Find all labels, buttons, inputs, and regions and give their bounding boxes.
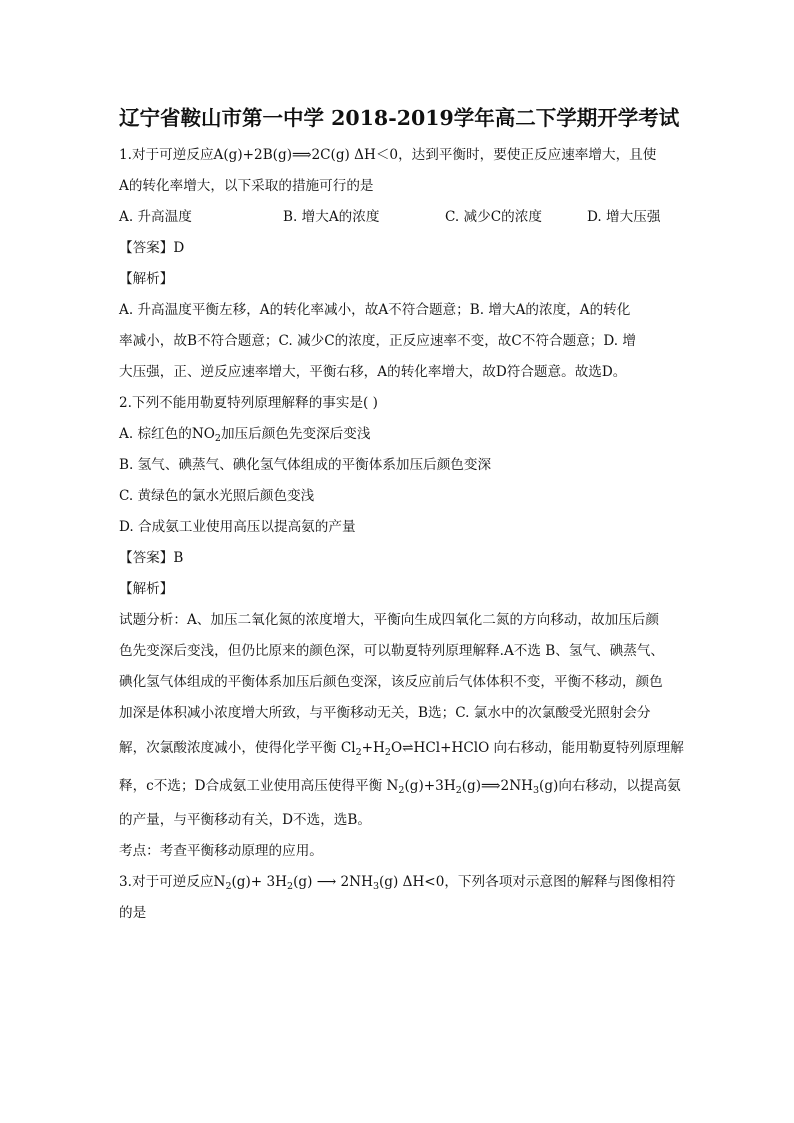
q2-a5-sub-1: 2 xyxy=(355,746,362,758)
q3-sub-3: 3 xyxy=(372,880,379,892)
q2-a6-sub-1: 2 xyxy=(398,784,405,796)
q3-text-4: (g) ΔH<0，下列各项对示意图的解释与图像相符 xyxy=(379,874,676,890)
page-title: 辽宁省鞍山市第一中学 2018-2019学年高二下学期开学考试 xyxy=(119,106,680,130)
q1-analysis-line-3: 大压强，正、逆反应速率增大，平衡右移，A的转化率增大，故D符合题意。故选D。 xyxy=(119,364,627,380)
document-page xyxy=(119,104,684,929)
q3-sub-2: 2 xyxy=(287,880,294,892)
q2-a6-text-3: (g)⟹2NH xyxy=(461,778,533,794)
q2-a6-text: 释，c不选；D合成氨工业使用高压使得平衡 N xyxy=(119,778,399,794)
q1-option-d: D. 增大压强 xyxy=(587,209,661,225)
q2-option-a-text: A. 棕红色的NO xyxy=(119,426,215,442)
q2-analysis-line-4: 加深是体积减小浓度增大所致，与平衡移动无关，B选；C. 氯水中的次氯酸受光照射会分 xyxy=(119,705,651,721)
q2-option-a xyxy=(119,419,679,450)
q2-a6-sub-2: 2 xyxy=(455,784,462,796)
q1-stem-line-1: 1.对于可逆反应A(g)+2B(g)⟹2C(g) ΔH＜0，达到平衡时，要使正反应速率增大，且使 xyxy=(119,147,657,163)
q2-option-d: D. 合成氨工业使用高压以提高氨的产量 xyxy=(119,519,356,535)
q2-stem: 2.下列不能用勒夏特列原理解释的事实是( ) xyxy=(119,395,378,411)
q2-analysis-line-5 xyxy=(119,729,684,767)
q3-text-2: (g)+ 3H xyxy=(231,874,288,890)
q3-text-3: (g) ⟶ 2NH xyxy=(293,874,373,890)
q2-answer: 【答案】B xyxy=(119,550,184,566)
q2-point: 考点：考查平衡移动原理的应用。 xyxy=(119,843,323,859)
q2-option-b: B. 氢气、碘蒸气、碘化氢气体组成的平衡体系加压后颜色变深 xyxy=(119,457,492,473)
q2-analysis-label: 【解析】 xyxy=(119,581,174,597)
q3-sub-1: 2 xyxy=(225,880,232,892)
q2-a6-sub-3: 3 xyxy=(532,784,540,796)
q3-stem-line-1 xyxy=(119,867,679,898)
q1-option-a: A. 升高温度 xyxy=(119,209,192,225)
q2-a5-sub-2: 2 xyxy=(384,746,391,758)
q2-option-a-text-end: 加压后颜色先变深后变浅 xyxy=(220,426,371,442)
q2-option-c: C. 黄绿色的氯水光照后颜色变浅 xyxy=(119,488,315,504)
q2-a6-text-4: (g)向右移动，以提高氨 xyxy=(539,778,681,794)
q1-stem-line-2: A的转化率增大，以下采取的措施可行的是 xyxy=(119,178,374,194)
q2-a6-text-2: (g)+3H xyxy=(404,778,456,794)
q2-analysis-line-2: 色先变深后变浅，但仍比原来的颜色深，可以勒夏特列原理解释.A不选 B、氢气、碘蒸气、 xyxy=(119,643,665,659)
q2-analysis-line-6 xyxy=(119,767,679,805)
q2-analysis-line-1: 试题分析：A、加压二氧化氮的浓度增大，平衡向生成四氧化二氮的方向移动，故加压后颜 xyxy=(119,612,659,628)
q1-options xyxy=(119,202,679,233)
q3-stem-line-2: 的是 xyxy=(119,905,147,921)
q1-analysis-label: 【解析】 xyxy=(119,271,174,287)
q1-analysis-line-2: 率减小，故B不符合题意；C. 减少C的浓度，正反应速率不变，故C不符合题意；D. 增 xyxy=(119,333,636,349)
q1-option-b: B. 增大A的浓度 xyxy=(283,209,380,225)
q2-analysis-line-7: 的产量，与平衡移动有关，D不选，选B。 xyxy=(119,812,371,828)
q2-analysis-line-3: 碘化氢气体组成的平衡体系加压后颜色变深，该反应前后气体体积不变，平衡不移动，颜色 xyxy=(119,674,663,690)
q3-text: 3.对于可逆反应N xyxy=(119,874,226,890)
q1-option-c: C. 减少C的浓度 xyxy=(445,209,542,225)
q1-answer: 【答案】D xyxy=(119,240,185,256)
q2-a5-text: 解，次氯酸浓度减小，使得化学平衡 Cl xyxy=(119,740,356,756)
q2-a5-text-3: O⇌HCl+HClO 向右移动，能用勒夏特列原理解 xyxy=(390,740,684,756)
q1-analysis-line-1: A. 升高温度平衡左移，A的转化率减小，故A不符合题意；B. 增大A的浓度，A的转化 xyxy=(119,302,631,318)
q2-a5-text-2: +H xyxy=(361,740,385,756)
q2-option-a-subscript: 2 xyxy=(214,432,221,444)
